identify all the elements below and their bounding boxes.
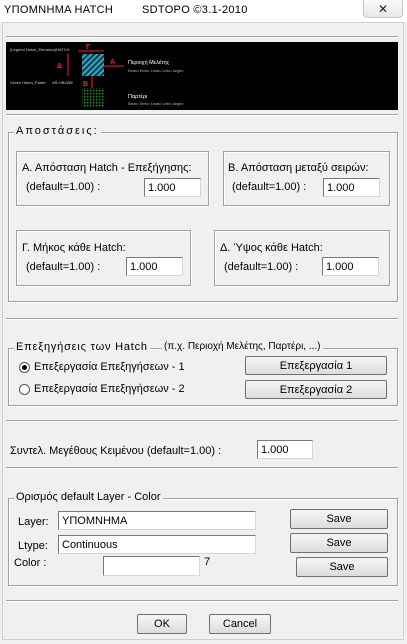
preview-region2-stats: Εmax= Εmin= Lmax= Lmin= Angle= (128, 102, 184, 106)
preview-label-2: HATCH (56, 47, 70, 52)
edit-2-button[interactable]: Επεξεργασία 2 (245, 380, 387, 399)
preview-region1-stats: Εmax= Εmin= Lmax= Lmin= Angle= (128, 69, 184, 73)
separator-mid-2 (6, 420, 398, 422)
layer-legend: Ορισμός default Layer - Color (16, 491, 161, 503)
option-2-radio[interactable] (19, 384, 30, 395)
preview-region2-title: Παρτέρι (128, 94, 148, 100)
marker-b: Β (83, 81, 89, 88)
marker-g: Γ (86, 44, 91, 51)
color-input[interactable] (103, 556, 200, 576)
separator-mid-1 (6, 318, 398, 320)
hatch-preview (6, 42, 398, 110)
distance-a-default: (default=1.00) : (26, 181, 101, 193)
layer-label: Layer: (18, 516, 49, 528)
close-icon: ✕ (377, 1, 389, 16)
save-ltype-button[interactable]: Save (290, 533, 388, 553)
separator-preview (6, 114, 398, 116)
option-1-label[interactable]: Επεξεργασία Επεξηγήσεων - 1 (34, 361, 185, 373)
distance-g-default: (default=1.00) : (26, 261, 101, 273)
preview-label-1: (Legend Hatch_Elevation) (10, 47, 57, 52)
option-1-radio[interactable] (19, 362, 30, 373)
distance-g-input[interactable] (126, 257, 183, 276)
distance-b-label: Β. Απόσταση μεταξύ σειρών: (228, 162, 369, 174)
window-title: ΥΠΟΜΝΗΜΑ HATCH (4, 4, 114, 16)
separator-top (6, 36, 398, 38)
cancel-button[interactable]: Cancel (209, 614, 271, 634)
distance-d-label: Δ. Ύψος κάθε Hatch: (220, 242, 323, 254)
edit-1-button[interactable]: Επεξεργασία 1 (245, 356, 387, 375)
text-size-label: Συντελ. Μεγέθους Κειμένου (default=1.00) : (10, 445, 222, 457)
distance-d-input[interactable] (322, 257, 379, 276)
option-2-label[interactable]: Επεξεργασία Επεξηγήσεων - 2 (34, 383, 185, 395)
preview-label-4: AR-HBONE (52, 80, 74, 85)
color-index: 7 (204, 556, 211, 568)
preview-region1-title: Περιοχή Μελέτης (128, 60, 170, 66)
hatch-swatch-2 (82, 88, 104, 108)
distance-g-label: Γ. Μήκος κάθε Hatch: (22, 242, 126, 254)
ltype-label: Ltype: (18, 540, 48, 552)
distance-d-default: (default=1.00) : (224, 261, 299, 273)
distances-legend: Αποστάσεις: (16, 125, 99, 137)
explanations-legend: Επεξηγήσεις των Hatch (16, 341, 148, 353)
explanations-hint: (π.χ. Περιοχή Μελέτης, Παρτέρι, ...) (164, 341, 321, 352)
marker-d: Δ (57, 63, 63, 70)
preview-label-3: Green Hatch_Parter (10, 80, 46, 85)
text-size-input[interactable] (257, 440, 313, 459)
ok-button[interactable]: OK (137, 614, 187, 634)
ltype-input[interactable] (58, 535, 256, 554)
layer-input[interactable] (58, 511, 256, 530)
separator-mid-3 (6, 467, 398, 469)
hatch-preview-drawing (6, 42, 398, 110)
hatch-swatch-1 (82, 54, 104, 76)
title-bar (0, 0, 407, 22)
distance-b-input[interactable] (323, 178, 380, 197)
distance-b-default: (default=1.00) : (232, 181, 307, 193)
distance-a-input[interactable] (144, 178, 201, 197)
distance-a-label: Α. Απόσταση Hatch - Επεξήγησης: (22, 162, 192, 174)
color-label: Color : (14, 557, 47, 569)
separator-bottom (6, 600, 398, 602)
marker-a: Α (110, 59, 116, 66)
save-layer-button[interactable]: Save (290, 509, 388, 529)
save-color-button[interactable]: Save (296, 557, 388, 577)
close-button[interactable] (363, 0, 403, 18)
window-brand: SDTOPO ©3.1-2010 (142, 4, 248, 16)
